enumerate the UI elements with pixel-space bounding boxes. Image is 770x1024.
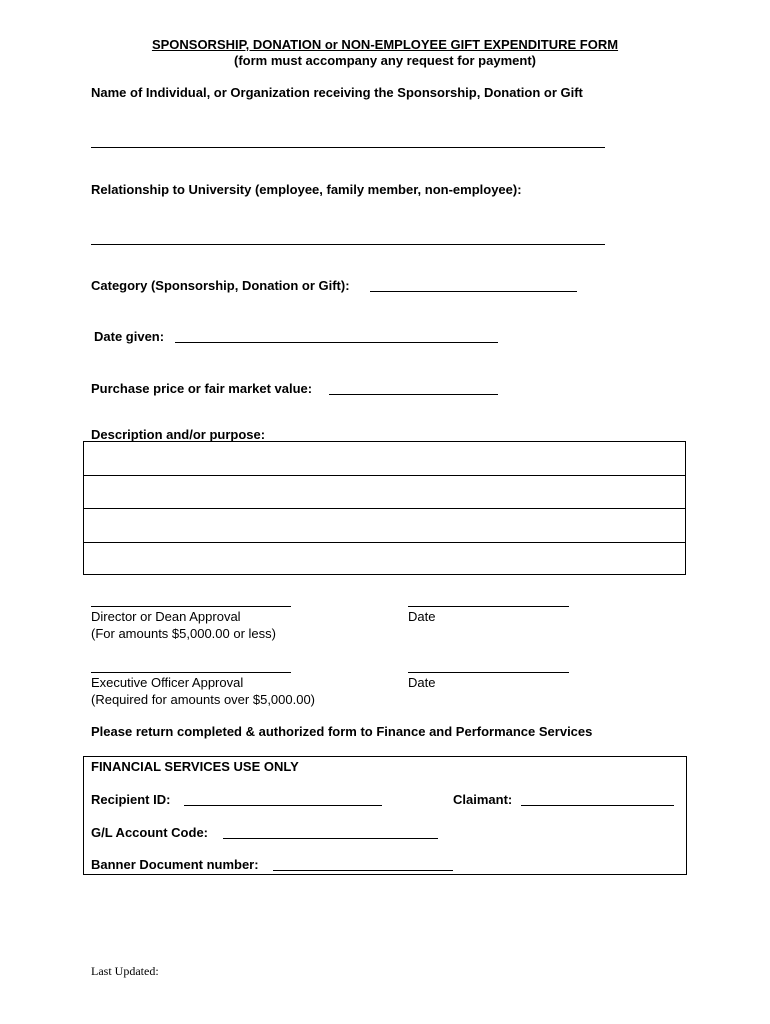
description-row[interactable] — [84, 476, 685, 510]
gl-account-input-line[interactable] — [223, 838, 438, 839]
price-label: Purchase price or fair market value: — [91, 381, 313, 396]
description-row[interactable] — [84, 509, 685, 543]
relationship-input-line[interactable] — [91, 244, 605, 245]
executive-signature-line[interactable] — [91, 672, 291, 673]
price-input-line[interactable] — [329, 394, 498, 395]
director-signature-line[interactable] — [91, 606, 291, 607]
form-title: SPONSORSHIP, DONATION or NON-EMPLOYEE GIFT EXPENDITURE FORM — [151, 37, 619, 52]
banner-document-label: Banner Document number: — [91, 857, 259, 872]
description-row[interactable] — [84, 543, 685, 577]
director-approval-note: (For amounts $5,000.00 or less) — [91, 626, 276, 641]
category-label: Category (Sponsorship, Donation or Gift): — [91, 278, 350, 293]
category-input-line[interactable] — [370, 291, 577, 292]
description-label: Description and/or purpose: — [91, 427, 266, 442]
banner-document-input-line[interactable] — [273, 870, 453, 871]
director-date-label: Date — [408, 609, 436, 624]
director-approval-label: Director or Dean Approval — [91, 609, 241, 624]
name-label: Name of Individual, or Organization receiving the Sponsorship, Donation or Gift — [91, 85, 583, 100]
director-date-line[interactable] — [408, 606, 569, 607]
claimant-label: Claimant: — [453, 792, 513, 807]
executive-approval-note: (Required for amounts over $5,000.00) — [91, 692, 316, 707]
gl-account-label: G/L Account Code: — [91, 825, 208, 840]
last-updated-label: Last Updated: — [91, 964, 159, 978]
date-given-label: Date given: — [94, 329, 165, 344]
executive-approval-label: Executive Officer Approval — [91, 675, 244, 690]
description-row[interactable] — [84, 442, 685, 476]
description-table — [83, 441, 686, 575]
return-instructions: Please return completed & authorized form to Finance and Performance Services — [91, 724, 593, 739]
recipient-id-input-line[interactable] — [184, 805, 382, 806]
financial-heading: FINANCIAL SERVICES USE ONLY — [91, 759, 299, 774]
relationship-label: Relationship to University (employee, family member, non-employee): — [91, 182, 522, 197]
executive-date-label: Date — [408, 675, 436, 690]
name-input-line[interactable] — [91, 147, 605, 148]
executive-date-line[interactable] — [408, 672, 569, 673]
date-given-input-line[interactable] — [175, 342, 498, 343]
recipient-id-label: Recipient ID: — [91, 792, 171, 807]
claimant-input-line[interactable] — [521, 805, 674, 806]
form-subtitle: (form must accompany any request for payment) — [234, 53, 536, 68]
